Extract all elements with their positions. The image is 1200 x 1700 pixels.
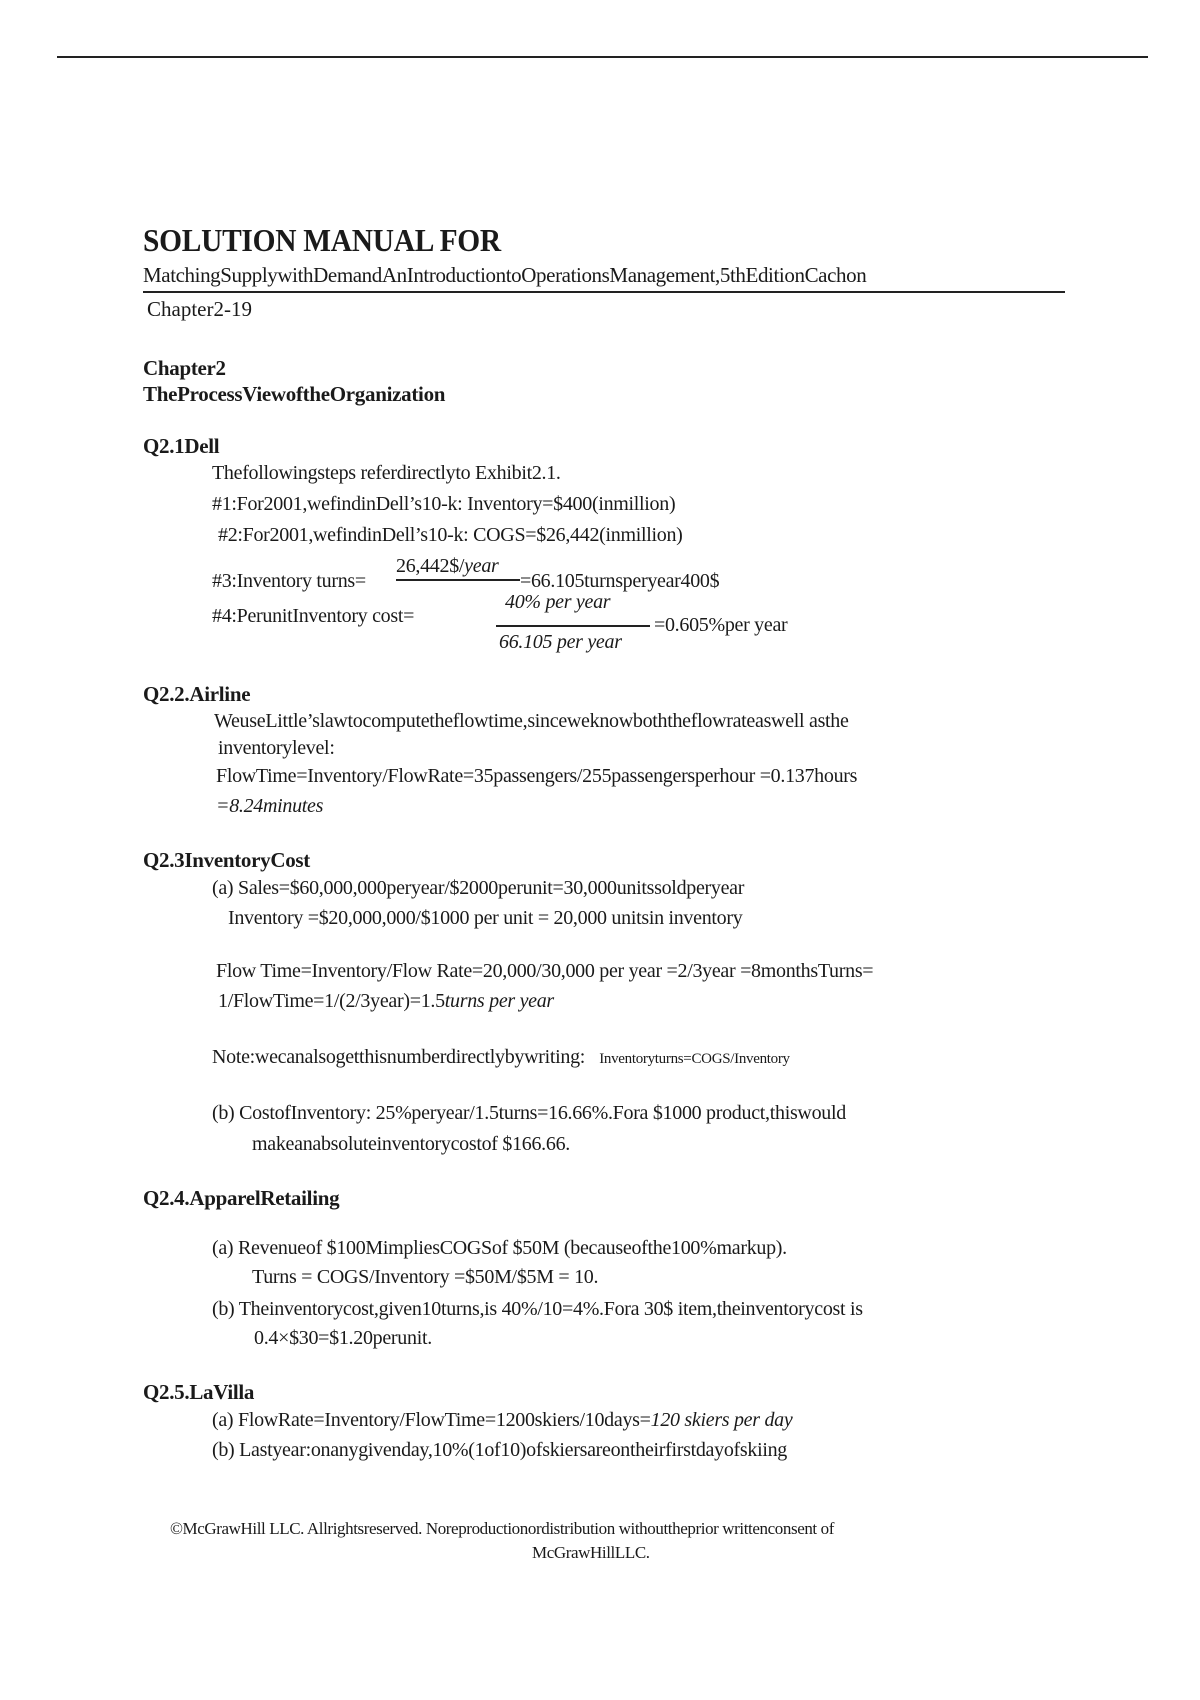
- q24-heading: Q2.4.ApparelRetailing: [143, 1186, 340, 1210]
- q24-a-line1: (a) Revenueof $100MimpliesCOGSof $50M (becauseofthe100%markup).: [212, 1237, 787, 1259]
- q21-step4-denominator: 66.105 per year: [499, 631, 622, 653]
- chapter-title: TheProcessViewoftheOrganization: [143, 382, 446, 406]
- q23-b-line2: makeanabsoluteinventorycostof $166.66.: [252, 1133, 570, 1155]
- q24-b-line2: 0.4×$30=$1.20perunit.: [254, 1327, 432, 1349]
- q22-line1: WeuseLittle’slawtocomputetheflowtime,sinceweknowboththeflowrateaswell asthe: [214, 710, 849, 732]
- q23-a-line3: Flow Time=Inventory/Flow Rate=20,000/30,000 per year =2/3year =8monthsTurns=: [216, 960, 874, 982]
- q23-a-line4: 1/FlowTime=1/(2/3year)=1.5turns per year: [218, 990, 554, 1012]
- q23-heading: Q2.3InventoryCost: [143, 848, 310, 872]
- q22-heading: Q2.2.Airline: [143, 682, 251, 706]
- top-rule: [57, 56, 1148, 58]
- q23-a-line1: (a) Sales=$60,000,000peryear/$2000perunit=30,000unitssoldperyear: [212, 877, 745, 899]
- q25-a-line1: (a) FlowRate=Inventory/FlowTime=1200skiers/10days=120 skiers per day: [212, 1409, 793, 1431]
- q22-line3: FlowTime=Inventory/FlowRate=35passengers/255passengersperhour =0.137hours: [216, 765, 858, 787]
- q24-a-line2: Turns = COGS/Inventory =$50M/$5M = 10.: [252, 1266, 599, 1288]
- q25-b-line1: (b) Lastyear:onanygivenday,10%(1of10)ofskiersareontheirfirstdayofskiing: [212, 1439, 787, 1461]
- subtitle-rule: [143, 291, 1065, 293]
- q22-line4: =8.24minutes: [216, 795, 324, 817]
- q21-step4-numerator: 40% per year: [505, 591, 611, 613]
- chapter-label: Chapter2: [143, 356, 226, 380]
- q21-step4-label: #4:PerunitInventory cost=: [212, 605, 415, 627]
- q21-step4-result: =0.605%per year: [654, 614, 788, 636]
- q23-note: Note:wecanalsogetthisnumberdirectlybywriting: Inventoryturns=COGS/Inventory: [212, 1046, 790, 1068]
- q24-b-line1: (b) Theinventorycost,given10turns,is 40%/10=4%.Fora 30$ item,theinventorycost is: [212, 1298, 863, 1320]
- q25-heading: Q2.5.LaVilla: [143, 1380, 255, 1404]
- q21-step3-fraction-line: [396, 579, 520, 581]
- q21-step3-result: =66.105turnsperyear400$: [520, 570, 720, 592]
- q23-b-line1: (b) CostofInventory: 25%peryear/1.5turns=16.66%.Fora $1000 product,thiswould: [212, 1102, 846, 1124]
- q21-step3-numerator: 26,442$/year: [396, 555, 499, 577]
- q21-heading: Q2.1Dell: [143, 434, 220, 458]
- book-subtitle: MatchingSupplywithDemandAnIntroductiontoOperationsManagement,5thEditionCachon: [143, 263, 867, 287]
- chapter-reference: Chapter2-19: [147, 297, 252, 321]
- q21-step3-label: #3:Inventory turns=: [212, 570, 366, 592]
- footer-copyright-line2: McGrawHillLLC.: [532, 1543, 650, 1562]
- q21-step4-fraction-line: [496, 625, 650, 627]
- q21-line2: #1:For2001,wefindinDell’s10-k: Inventory=$400(inmillion): [212, 493, 676, 515]
- footer-copyright-line1: ©McGrawHill LLC. Allrightsreserved. Noreproductionordistribution withouttheprior writtenconsent of: [170, 1519, 834, 1538]
- q21-line1: Thefollowingsteps referdirectlyto Exhibit2.1.: [212, 462, 561, 484]
- q21-line3: #2:For2001,wefindinDell’s10-k: COGS=$26,442(inmillion): [218, 524, 683, 546]
- q22-line2: inventorylevel:: [218, 737, 335, 759]
- q23-a-line2: Inventory =$20,000,000/$1000 per unit = 20,000 unitsin inventory: [228, 907, 743, 929]
- document-title: SOLUTION MANUAL FOR: [143, 222, 501, 258]
